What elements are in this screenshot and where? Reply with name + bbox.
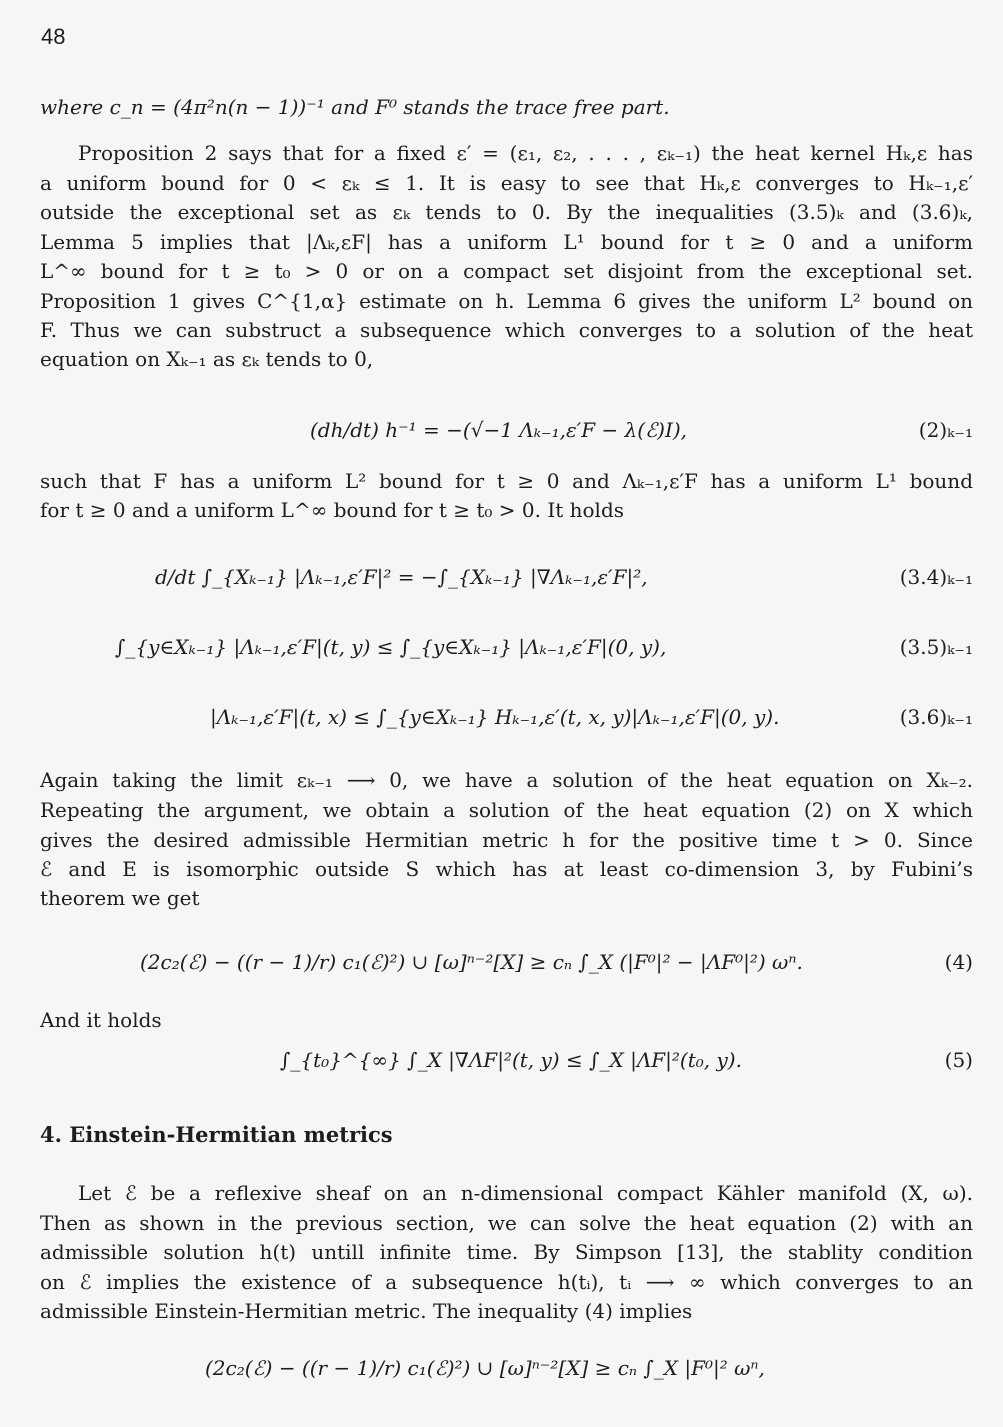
text-line: such that F has a uniform L² bound for t ≥ 0 and Λₖ₋₁,ε′F has a uniform L¹ bound <box>40 469 973 493</box>
text-line: on ℰ implies the existence of a subsequence h(tᵢ), tᵢ ⟶ ∞ which converges to an <box>40 1270 973 1294</box>
equation-4 <box>40 942 973 982</box>
equation-tag: (2)ₖ₋₁ <box>918 418 973 442</box>
text-line: equation on Xₖ₋₁ as εₖ tends to 0, <box>40 347 374 371</box>
equation-expr: (dh/dt) h⁻¹ = −(√−1 Λₖ₋₁,ε′F − λ(ℰ)I), <box>310 418 688 442</box>
text-line: Repeating the argument, we obtain a solution of the heat equation (2) on X which <box>40 798 973 822</box>
equation-expr: ∫_{y∈Xₖ₋₁} |Λₖ₋₁,ε′F|(t, y) ≤ ∫_{y∈Xₖ₋₁} |Λₖ₋₁,ε′F|(0, y), <box>115 635 667 659</box>
text-line: gives the desired admissible Hermitian metric h for the positive time t > 0. Since <box>40 828 973 852</box>
text-line: outside the exceptional set as εₖ tends to 0. By the inequalities (3.5)ₖ and (3.6)ₖ, <box>40 200 973 224</box>
equation-expr: (2c₂(ℰ) − ((r − 1)/r) c₁(ℰ)²) ∪ [ω]ⁿ⁻²[X] ≥ cₙ ∫_X (|F⁰|² − |ΛF⁰|²) ωⁿ. <box>140 950 803 974</box>
text-line: Let ℰ be a reflexive sheaf on an n-dimensional compact Kähler manifold (X, ω). <box>78 1181 973 1205</box>
equation-5 <box>40 1040 973 1080</box>
equation-3-4 <box>40 557 973 597</box>
text-line: for t ≥ 0 and a uniform L^∞ bound for t ≥ t₀ > 0. It holds <box>40 498 625 522</box>
text-line: a uniform bound for 0 < εₖ ≤ 1. It is easy to see that Hₖ,ε converges to Hₖ₋₁,ε′ <box>40 171 973 195</box>
text-line: admissible Einstein-Hermitian metric. The inequality (4) implies <box>40 1299 693 1323</box>
text-line: ℰ and E is isomorphic outside S which has at least co-dimension 3, by Fubini’s <box>40 857 973 881</box>
equation-expr: ∫_{t₀}^{∞} ∫_X |∇ΛF|²(t, y) ≤ ∫_X |ΛF|²(t₀, y). <box>280 1048 742 1072</box>
equation-expr: (2c₂(ℰ) − ((r − 1)/r) c₁(ℰ)²) ∪ [ω]ⁿ⁻²[X] ≥ cₙ ∫_X |F⁰|² ωⁿ, <box>205 1356 765 1380</box>
equation-tag: (5) <box>944 1048 973 1072</box>
text-line: F. Thus we can substruct a subsequence which converges to a solution of the heat <box>40 318 973 342</box>
text-line: Proposition 2 says that for a fixed ε′ = (ε₁, ε₂, . . . , εₖ₋₁) the heat kernel Hₖ,ε has <box>78 141 973 165</box>
text-line: L^∞ bound for t ≥ t₀ > 0 or on a compact set disjoint from the exceptional set. <box>40 259 973 283</box>
text-line: admissible solution h(t) untill infinite time. By Simpson [13], the stablity condition <box>40 1240 973 1264</box>
equation-final <box>40 1348 973 1388</box>
equation-tag: (3.5)ₖ₋₁ <box>899 635 973 659</box>
equation-tag: (3.4)ₖ₋₁ <box>899 565 973 589</box>
equation-tag: (4) <box>944 950 973 974</box>
text-line: And it holds <box>40 1008 162 1032</box>
equation-3-6 <box>40 697 973 737</box>
text-line: theorem we get <box>40 886 200 910</box>
text-line: Lemma 5 implies that |Λₖ,εF| has a uniform L¹ bound for t ≥ 0 and a uniform <box>40 230 973 254</box>
page-number: 48 <box>41 24 66 49</box>
equation-3-5 <box>40 627 973 667</box>
text-line: where c_n = (4π²n(n − 1))⁻¹ and F⁰ stands the trace free part. <box>40 95 670 119</box>
equation-tag: (3.6)ₖ₋₁ <box>899 705 973 729</box>
equation-expr: |Λₖ₋₁,ε′F|(t, x) ≤ ∫_{y∈Xₖ₋₁} Hₖ₋₁,ε′(t, x, y)|Λₖ₋₁,ε′F|(0, y). <box>210 705 780 729</box>
equation-2k-1 <box>40 410 973 450</box>
text-line: Then as shown in the previous section, we can solve the heat equation (2) with an <box>40 1211 973 1235</box>
equation-expr: d/dt ∫_{Xₖ₋₁} |Λₖ₋₁,ε′F|² = −∫_{Xₖ₋₁} |∇Λₖ₋₁,ε′F|², <box>155 565 648 589</box>
section-heading: 4. Einstein-Hermitian metrics <box>40 1122 393 1147</box>
text-line: Again taking the limit εₖ₋₁ ⟶ 0, we have a solution of the heat equation on Xₖ₋₂. <box>40 768 973 792</box>
text-line: Proposition 1 gives C^{1,α} estimate on h. Lemma 6 gives the uniform L² bound on <box>40 289 973 313</box>
